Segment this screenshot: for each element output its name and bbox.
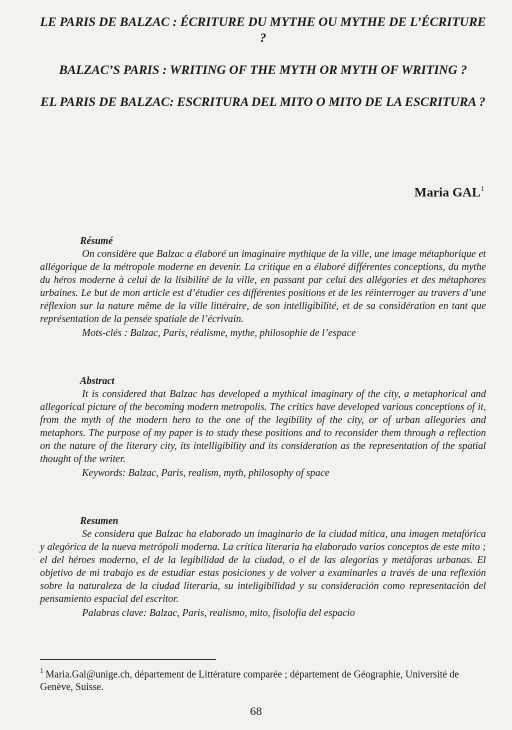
abstract-french-heading: Résumé [80,236,113,247]
abstract-english [40,376,486,480]
title-french: LE PARIS DE BALZAC : ÉCRITURE DU MYTHE OU MYTHE DE L’ÉCRITURE ? [40,15,486,45]
page-number: 68 [250,704,262,718]
abstract-french-keywords: Mots-clés : Balzac, Paris, réalisme, mythe, philosophie de l’espace [82,327,356,339]
abstract-spanish-heading: Resumen [80,516,119,527]
footnote [40,665,492,694]
abstract-english-keywords: Keywords: Balzac, Paris, realism, myth, philosophy of space [82,467,330,479]
abstract-french [40,236,486,340]
abstract-spanish-body: Se considera que Balzac ha elaborado un imaginario de la ciudad mítica, una imagen metafórica y alegórica de la nueva metrópoli moderna. La crítica literaria ha elaborado varios conceptos de este mito ; el del héroes moderno, el de la legibilidad de la ciudad, o el de las alegorías y metáforas urbanas. El objetivo de mi trabajo es de estudiar estas posiciones y de volver a examinarles a través de una reflexión sobre la naturaleza de la ciudad literaria, su inteligibilidad y su consideración como representación del pensamiento espacial del escritor. [40,529,486,606]
author-footnote-mark: 1 [480,185,484,193]
title-english: BALZAC’S PARIS : WRITING OF THE MYTH OR MYTH OF WRITING ? [58,63,468,77]
author-name: Maria GAL [414,184,481,200]
abstract-french-body: On considère que Balzac a élaboré un imaginaire mythique de la ville, une image métaphorique et allégorique de la métropole moderne en devenir. La critique en a élaboré différentes conceptions, du mythe du héros moderne à celui de la lisibilité de la ville, en passant par celui des allégories et des métaphores urbaines. Le but de mon article est d’étudier ces différentes positions et de les réinterroger au travers d’une réflexion sur la nature même de la ville littéraire, de son intelligibilité, et de sa considération en tant que représentation de la pensée spatiale de l’écrivain. [40,249,486,326]
author-byline [414,181,484,200]
abstract-spanish [40,516,486,620]
footnote-mark: 1 [40,667,44,675]
footnote-divider [40,659,216,660]
footnote-text: Maria.Gal@unige.ch, département de Littérature comparée ; département de Géographie, Université de Genève, Suisse. [40,669,459,694]
title-spanish: EL PARIS DE BALZAC: ESCRITURA DEL MITO O MITO DE LA ESCRITURA ? [40,95,486,109]
abstract-english-body: It is considered that Balzac has developed a mythical imaginary of the city, a metaphorical and allegorical picture of the becoming modern metropolis. The critics have developed various conceptions of it, from the myth of the modern hero to the one of the legibility of the city, or of urban allegories and metaphors. The purpose of my paper is to study these positions and to reconsider them through a reflection on the nature of the literary city, its intelligibility and its consideration as the representation of the spatial thought of the writer. [40,389,486,466]
title-group [40,14,486,110]
abstract-english-heading: Abstract [80,376,115,387]
abstract-spanish-keywords: Palabras clave: Balzac, Paris, realismo, mito, fisolofía del espacio [82,607,355,619]
